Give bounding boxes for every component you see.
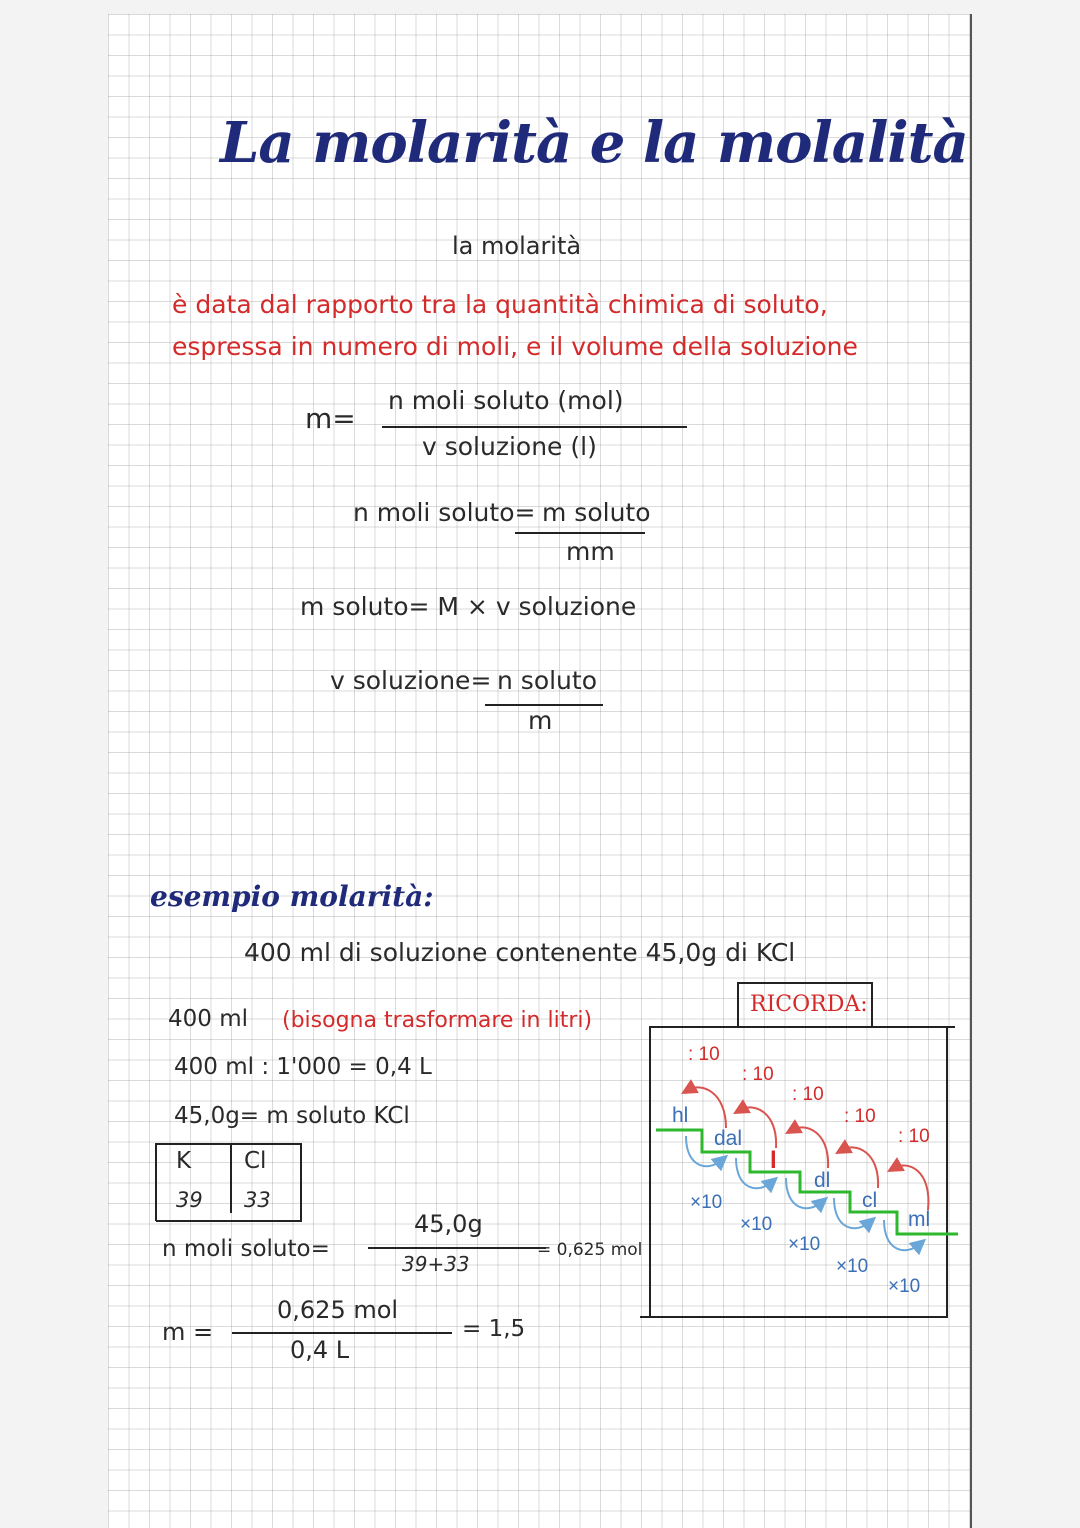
divide-label-1: : 10 [688,1044,720,1065]
unit-label-dal: dal [714,1127,743,1150]
unit-label-dl: dl [814,1169,831,1192]
unit-label-hl: hl [672,1104,689,1127]
unit-label-l: l [770,1147,777,1174]
section-subtitle: la molarità [452,232,582,260]
reminder-box-top [650,1026,955,1028]
mass-table-left [155,1143,157,1221]
molarity-fraction-bar [382,426,687,428]
molarity-numerator: n moli soluto (mol) [388,386,624,415]
example-m-numerator: 0,625 mol [277,1296,399,1324]
divide-label-3: : 10 [792,1084,824,1105]
multiply-label-1: ×10 [690,1192,723,1213]
volume-formula-denominator: m [528,706,553,735]
divide-arrow-1 [688,1087,726,1128]
mass-table-divider [230,1143,232,1213]
divide-label-4: : 10 [844,1106,876,1127]
example-moles-result: = 0,625 mol [537,1240,643,1260]
divide-arrow-5 [894,1165,928,1210]
example-m-result: = 1,5 [462,1316,526,1342]
moles-formula-denominator: mm [566,537,615,566]
example-m-denominator: 0,4 L [290,1336,350,1364]
volume-formula-lhs: v soluzione= [330,666,492,695]
example-moles-fraction-bar [368,1247,546,1249]
mass-table-value-cl: 33 [244,1188,271,1212]
reminder-box-left [649,1026,651,1316]
mass-formula: m soluto= M × v soluzione [300,592,637,621]
multiply-label-4: ×10 [836,1256,869,1277]
page-title: La molarità e la molalità [220,110,968,176]
example-step-1: 400 ml [168,1006,249,1032]
molarity-denominator: v soluzione (l) [422,432,597,461]
example-moles-lhs: n moli soluto= [162,1236,330,1262]
divide-label-2: : 10 [742,1064,774,1085]
volume-formula-numerator: n soluto [497,666,597,695]
divide-label-5: : 10 [898,1126,930,1147]
mass-table-value-k: 39 [176,1188,203,1212]
molarity-lhs: m= [305,402,356,435]
definition-line-2: espressa in numero di moli, e il volume della soluzione [172,332,858,361]
example-m-lhs: m = [162,1318,214,1346]
example-statement: 400 ml di soluzione contenente 45,0g di KCl [244,938,796,967]
unit-conversion-staircase [652,1030,962,1312]
moles-formula-lhs: n moli soluto= [353,498,536,527]
unit-label-cl: cl [862,1189,878,1212]
mass-table-header-k: K [176,1148,192,1174]
example-m-fraction-bar [232,1332,452,1334]
reminder-label: RICORDA: [750,992,868,1017]
example-heading: esempio molarità: [150,880,434,913]
moles-fraction-bar [515,532,645,534]
divide-arrow-2 [740,1107,776,1148]
example-step-3: 45,0g= m soluto KCl [174,1103,410,1129]
divide-arrow-4 [842,1147,878,1188]
moles-formula-numerator: m soluto [542,498,651,527]
example-moles-denominator: 39+33 [402,1252,470,1276]
mass-table-top [156,1143,302,1145]
example-step-1-note: (bisogna trasformare in litri) [282,1008,593,1033]
multiply-label-5: ×10 [888,1276,921,1297]
unit-label-ml: ml [908,1208,931,1231]
reminder-box-bottom [640,1316,948,1318]
mass-table-right [300,1143,302,1221]
multiply-label-3: ×10 [788,1234,821,1255]
example-moles-numerator: 45,0g [414,1210,483,1238]
multiply-label-2: ×10 [740,1214,773,1235]
example-step-2: 400 ml : 1'000 = 0,4 L [174,1054,432,1080]
mass-table-bottom [156,1220,302,1222]
definition-line-1: è data dal rapporto tra la quantità chimica di soluto, [172,290,828,319]
divide-arrow-3 [792,1127,828,1168]
mass-table-header-cl: Cl [244,1148,267,1174]
